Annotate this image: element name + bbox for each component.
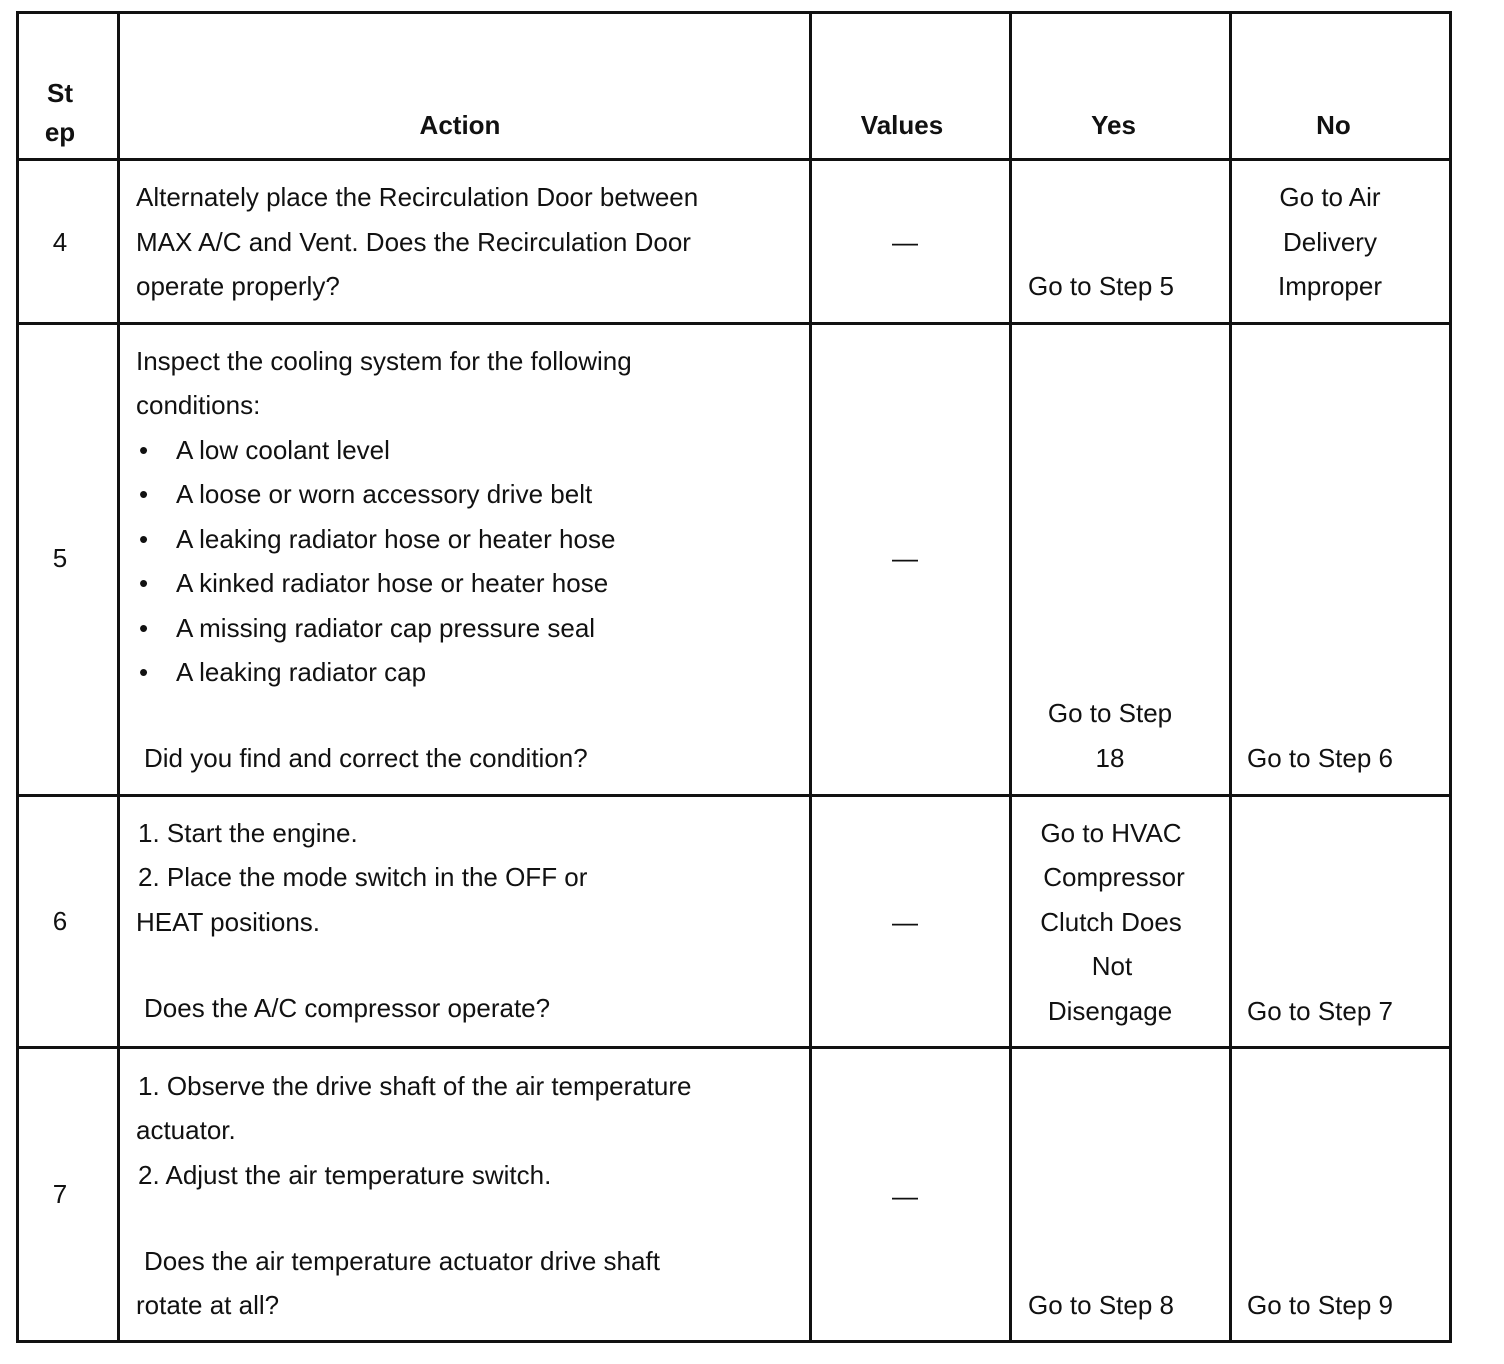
values-cell: — bbox=[892, 543, 918, 573]
header-yes: Yes bbox=[1091, 110, 1136, 140]
action-line: actuator. bbox=[136, 1115, 236, 1145]
action-question: Does the A/C compressor operate? bbox=[144, 993, 551, 1023]
yes-link: Go to Step 5 bbox=[1028, 271, 1174, 301]
action-line: Alternately place the Recirculation Door between bbox=[136, 182, 699, 212]
header-no: No bbox=[1316, 110, 1351, 140]
yes-link: Clutch Does bbox=[1040, 907, 1182, 937]
yes-link: Go to HVAC bbox=[1040, 818, 1182, 848]
bullet-icon: • bbox=[139, 613, 149, 643]
action-line: 1. Observe the drive shaft of the air temperature bbox=[138, 1071, 692, 1101]
no-link: Go to Step 7 bbox=[1247, 996, 1393, 1026]
action-line: Inspect the cooling system for the following bbox=[136, 346, 632, 376]
no-link: Go to Air bbox=[1279, 182, 1381, 212]
step-number: 5 bbox=[52, 543, 68, 573]
yes-link: Not bbox=[1091, 951, 1133, 981]
bullet-icon: • bbox=[139, 657, 149, 687]
condition-item: A loose or worn accessory drive belt bbox=[176, 479, 593, 509]
header-values: Values bbox=[860, 110, 944, 140]
no-link: Go to Step 6 bbox=[1247, 743, 1393, 773]
no-link: Delivery bbox=[1283, 227, 1377, 257]
step-number: 6 bbox=[52, 906, 68, 936]
condition-item: A kinked radiator hose or heater hose bbox=[176, 568, 609, 598]
action-line: HEAT positions. bbox=[136, 907, 321, 937]
bullet-icon: • bbox=[139, 435, 149, 465]
step-number: 4 bbox=[52, 227, 68, 257]
bullet-icon: • bbox=[139, 568, 149, 598]
action-question: Did you find and correct the condition? bbox=[144, 743, 588, 773]
action-line: conditions: bbox=[136, 390, 261, 420]
yes-link: Go to Step 8 bbox=[1028, 1290, 1174, 1320]
yes-link: 18 bbox=[1095, 743, 1125, 773]
header-step: St ep bbox=[44, 78, 76, 147]
values-cell: — bbox=[892, 907, 918, 937]
action-line: 1. Start the engine. bbox=[138, 818, 358, 848]
values-cell: — bbox=[892, 1181, 918, 1211]
bullet-icon: • bbox=[139, 524, 149, 554]
action-line: operate properly? bbox=[136, 271, 340, 301]
yes-link: Disengage bbox=[1047, 996, 1173, 1026]
action-question: rotate at all? bbox=[136, 1290, 280, 1320]
action-line: MAX A/C and Vent. Does the Recirculation Door bbox=[136, 227, 691, 257]
condition-item: A low coolant level bbox=[176, 435, 390, 465]
step-number: 7 bbox=[52, 1179, 68, 1209]
action-line: 2. Adjust the air temperature switch. bbox=[138, 1160, 552, 1190]
condition-item: A missing radiator cap pressure seal bbox=[176, 613, 596, 643]
header-action: Action bbox=[419, 110, 501, 140]
action-question: Does the air temperature actuator drive shaft bbox=[144, 1246, 660, 1276]
no-link: Go to Step 9 bbox=[1247, 1290, 1393, 1320]
values-cell: — bbox=[892, 227, 918, 257]
bullet-icon: • bbox=[139, 479, 149, 509]
yes-link: Compressor bbox=[1043, 862, 1185, 892]
condition-item: A leaking radiator hose or heater hose bbox=[176, 524, 616, 554]
no-link: Improper bbox=[1277, 271, 1383, 301]
condition-item: A leaking radiator cap bbox=[176, 657, 427, 687]
yes-link: Go to Step bbox=[1047, 698, 1173, 728]
action-line: 2. Place the mode switch in the OFF or bbox=[138, 862, 588, 892]
